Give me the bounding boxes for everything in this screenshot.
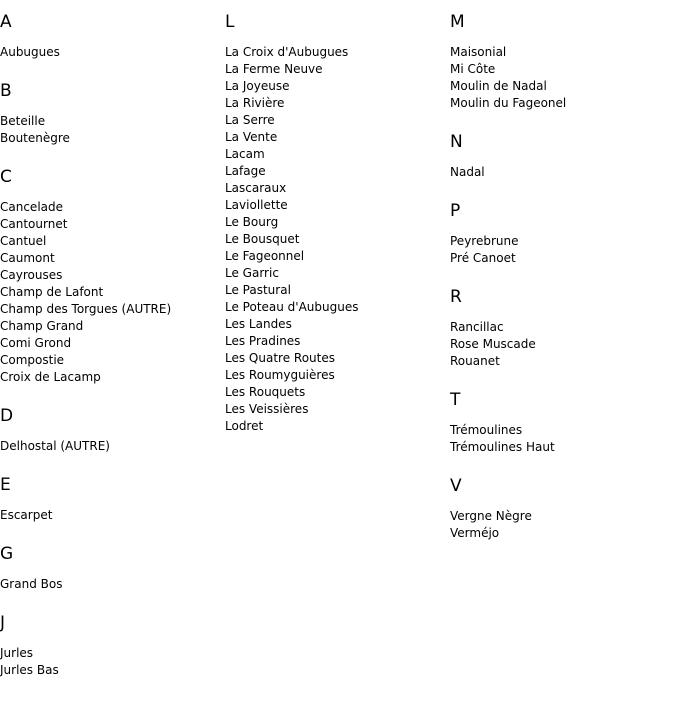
place-name-item[interactable]: Delhostal (AUTRE) — [0, 439, 110, 453]
place-name-item[interactable]: Lascaraux — [225, 181, 287, 195]
letter-heading: T — [450, 390, 461, 410]
place-name-item[interactable]: Cantuel — [0, 234, 47, 248]
place-name-item[interactable]: Lacam — [225, 147, 265, 161]
letter-heading: L — [225, 12, 235, 32]
place-name-item[interactable]: La Ferme Neuve — [225, 62, 323, 76]
place-name-item[interactable]: Le Garric — [225, 266, 279, 280]
place-name-item[interactable]: Les Roumyguières — [225, 368, 335, 382]
place-name-item[interactable]: Rose Muscade — [450, 337, 536, 351]
letter-heading: C — [0, 167, 12, 187]
place-name-item[interactable]: Trémoulines — [450, 423, 523, 437]
place-name-item[interactable]: Jurles — [0, 646, 34, 660]
place-name-item[interactable]: Moulin de Nadal — [450, 79, 547, 93]
place-name-item[interactable]: Les Quatre Routes — [225, 351, 335, 365]
letter-group — [0, 473, 225, 524]
letter-group — [0, 10, 225, 61]
place-name-item[interactable]: Escarpet — [0, 508, 53, 522]
place-name-item[interactable]: Le Fageonnel — [225, 249, 305, 263]
place-name-item[interactable]: Grand Bos — [0, 577, 63, 591]
letter-group — [450, 10, 675, 112]
letter-group — [450, 388, 675, 456]
letter-heading: P — [450, 201, 461, 221]
place-name-item[interactable]: Compostie — [0, 353, 65, 367]
place-name-item[interactable]: La Joyeuse — [225, 79, 290, 93]
letter-heading: B — [0, 81, 12, 101]
place-name-item[interactable]: Comi Grond — [0, 336, 72, 350]
place-name-item[interactable]: Croix de Lacamp — [0, 370, 101, 384]
place-name-item[interactable]: Les Veissières — [225, 402, 309, 416]
place-name-item[interactable]: Caumont — [0, 251, 55, 265]
letter-group — [0, 404, 225, 455]
place-name-item[interactable]: Les Landes — [225, 317, 292, 331]
place-name-item[interactable]: Pré Canoet — [450, 251, 516, 265]
letter-heading: M — [450, 12, 465, 32]
letter-heading: J — [0, 613, 6, 633]
letter-heading: D — [0, 406, 14, 426]
letter-group — [0, 165, 225, 386]
place-name-item[interactable]: Mi Côte — [450, 62, 496, 76]
index-column-2 — [225, 10, 450, 453]
place-name-item[interactable]: Rouanet — [450, 354, 500, 368]
letter-group — [0, 79, 225, 147]
place-name-item[interactable]: Les Pradines — [225, 334, 301, 348]
letter-heading: A — [0, 12, 12, 32]
place-name-item[interactable]: Le Bourg — [225, 215, 279, 229]
letter-group — [225, 10, 450, 435]
place-name-item[interactable]: La Croix d'Aubugues — [225, 45, 349, 59]
place-name-item[interactable]: Boutenègre — [0, 131, 70, 145]
place-name-item[interactable]: Le Pastural — [225, 283, 291, 297]
place-name-item[interactable]: Lodret — [225, 419, 264, 433]
letter-heading: R — [450, 287, 462, 307]
place-name-item[interactable]: Champ Grand — [0, 319, 84, 333]
place-name-item[interactable]: Vergne Nègre — [450, 509, 532, 523]
place-name-item[interactable]: Champ des Torgues (AUTRE) — [0, 302, 172, 316]
place-name-item[interactable]: Moulin du Fageonel — [450, 96, 567, 110]
place-name-item[interactable]: Rancillac — [450, 320, 504, 334]
place-name-item[interactable]: Cayrouses — [0, 268, 63, 282]
place-name-item[interactable]: Peyrebrune — [450, 234, 519, 248]
place-name-item[interactable]: Les Rouquets — [225, 385, 306, 399]
letter-group — [450, 199, 675, 267]
place-name-item[interactable]: Nadal — [450, 165, 485, 179]
place-name-item[interactable]: Maisonial — [450, 45, 507, 59]
letter-group — [450, 285, 675, 370]
letter-group — [0, 611, 225, 679]
place-name-item[interactable]: Trémoulines Haut — [450, 440, 555, 454]
letter-heading: E — [0, 475, 11, 495]
letter-group — [450, 474, 675, 542]
place-name-item[interactable]: Aubugues — [0, 45, 60, 59]
place-name-item[interactable]: La Serre — [225, 113, 275, 127]
place-name-item[interactable]: La Rivière — [225, 96, 285, 110]
place-name-item[interactable]: Jurles Bas — [0, 663, 59, 677]
place-name-item[interactable]: La Vente — [225, 130, 278, 144]
place-name-item[interactable]: Verméjo — [450, 526, 500, 540]
place-name-item[interactable]: Laviollette — [225, 198, 288, 212]
letter-heading: G — [0, 544, 14, 564]
letter-group — [0, 542, 225, 593]
index-column-3 — [450, 10, 675, 560]
letter-group — [450, 130, 675, 181]
letter-heading: V — [450, 476, 462, 496]
letter-heading: N — [450, 132, 463, 152]
place-name-item[interactable]: Cantournet — [0, 217, 68, 231]
place-name-item[interactable]: Le Bousquet — [225, 232, 300, 246]
place-name-item[interactable]: Le Poteau d'Aubugues — [225, 300, 359, 314]
place-name-item[interactable]: Champ de Lafont — [0, 285, 104, 299]
place-name-item[interactable]: Cancelade — [0, 200, 64, 214]
place-name-item[interactable]: Beteille — [0, 114, 46, 128]
index-column-1 — [0, 10, 225, 697]
place-name-item[interactable]: Lafage — [225, 164, 266, 178]
